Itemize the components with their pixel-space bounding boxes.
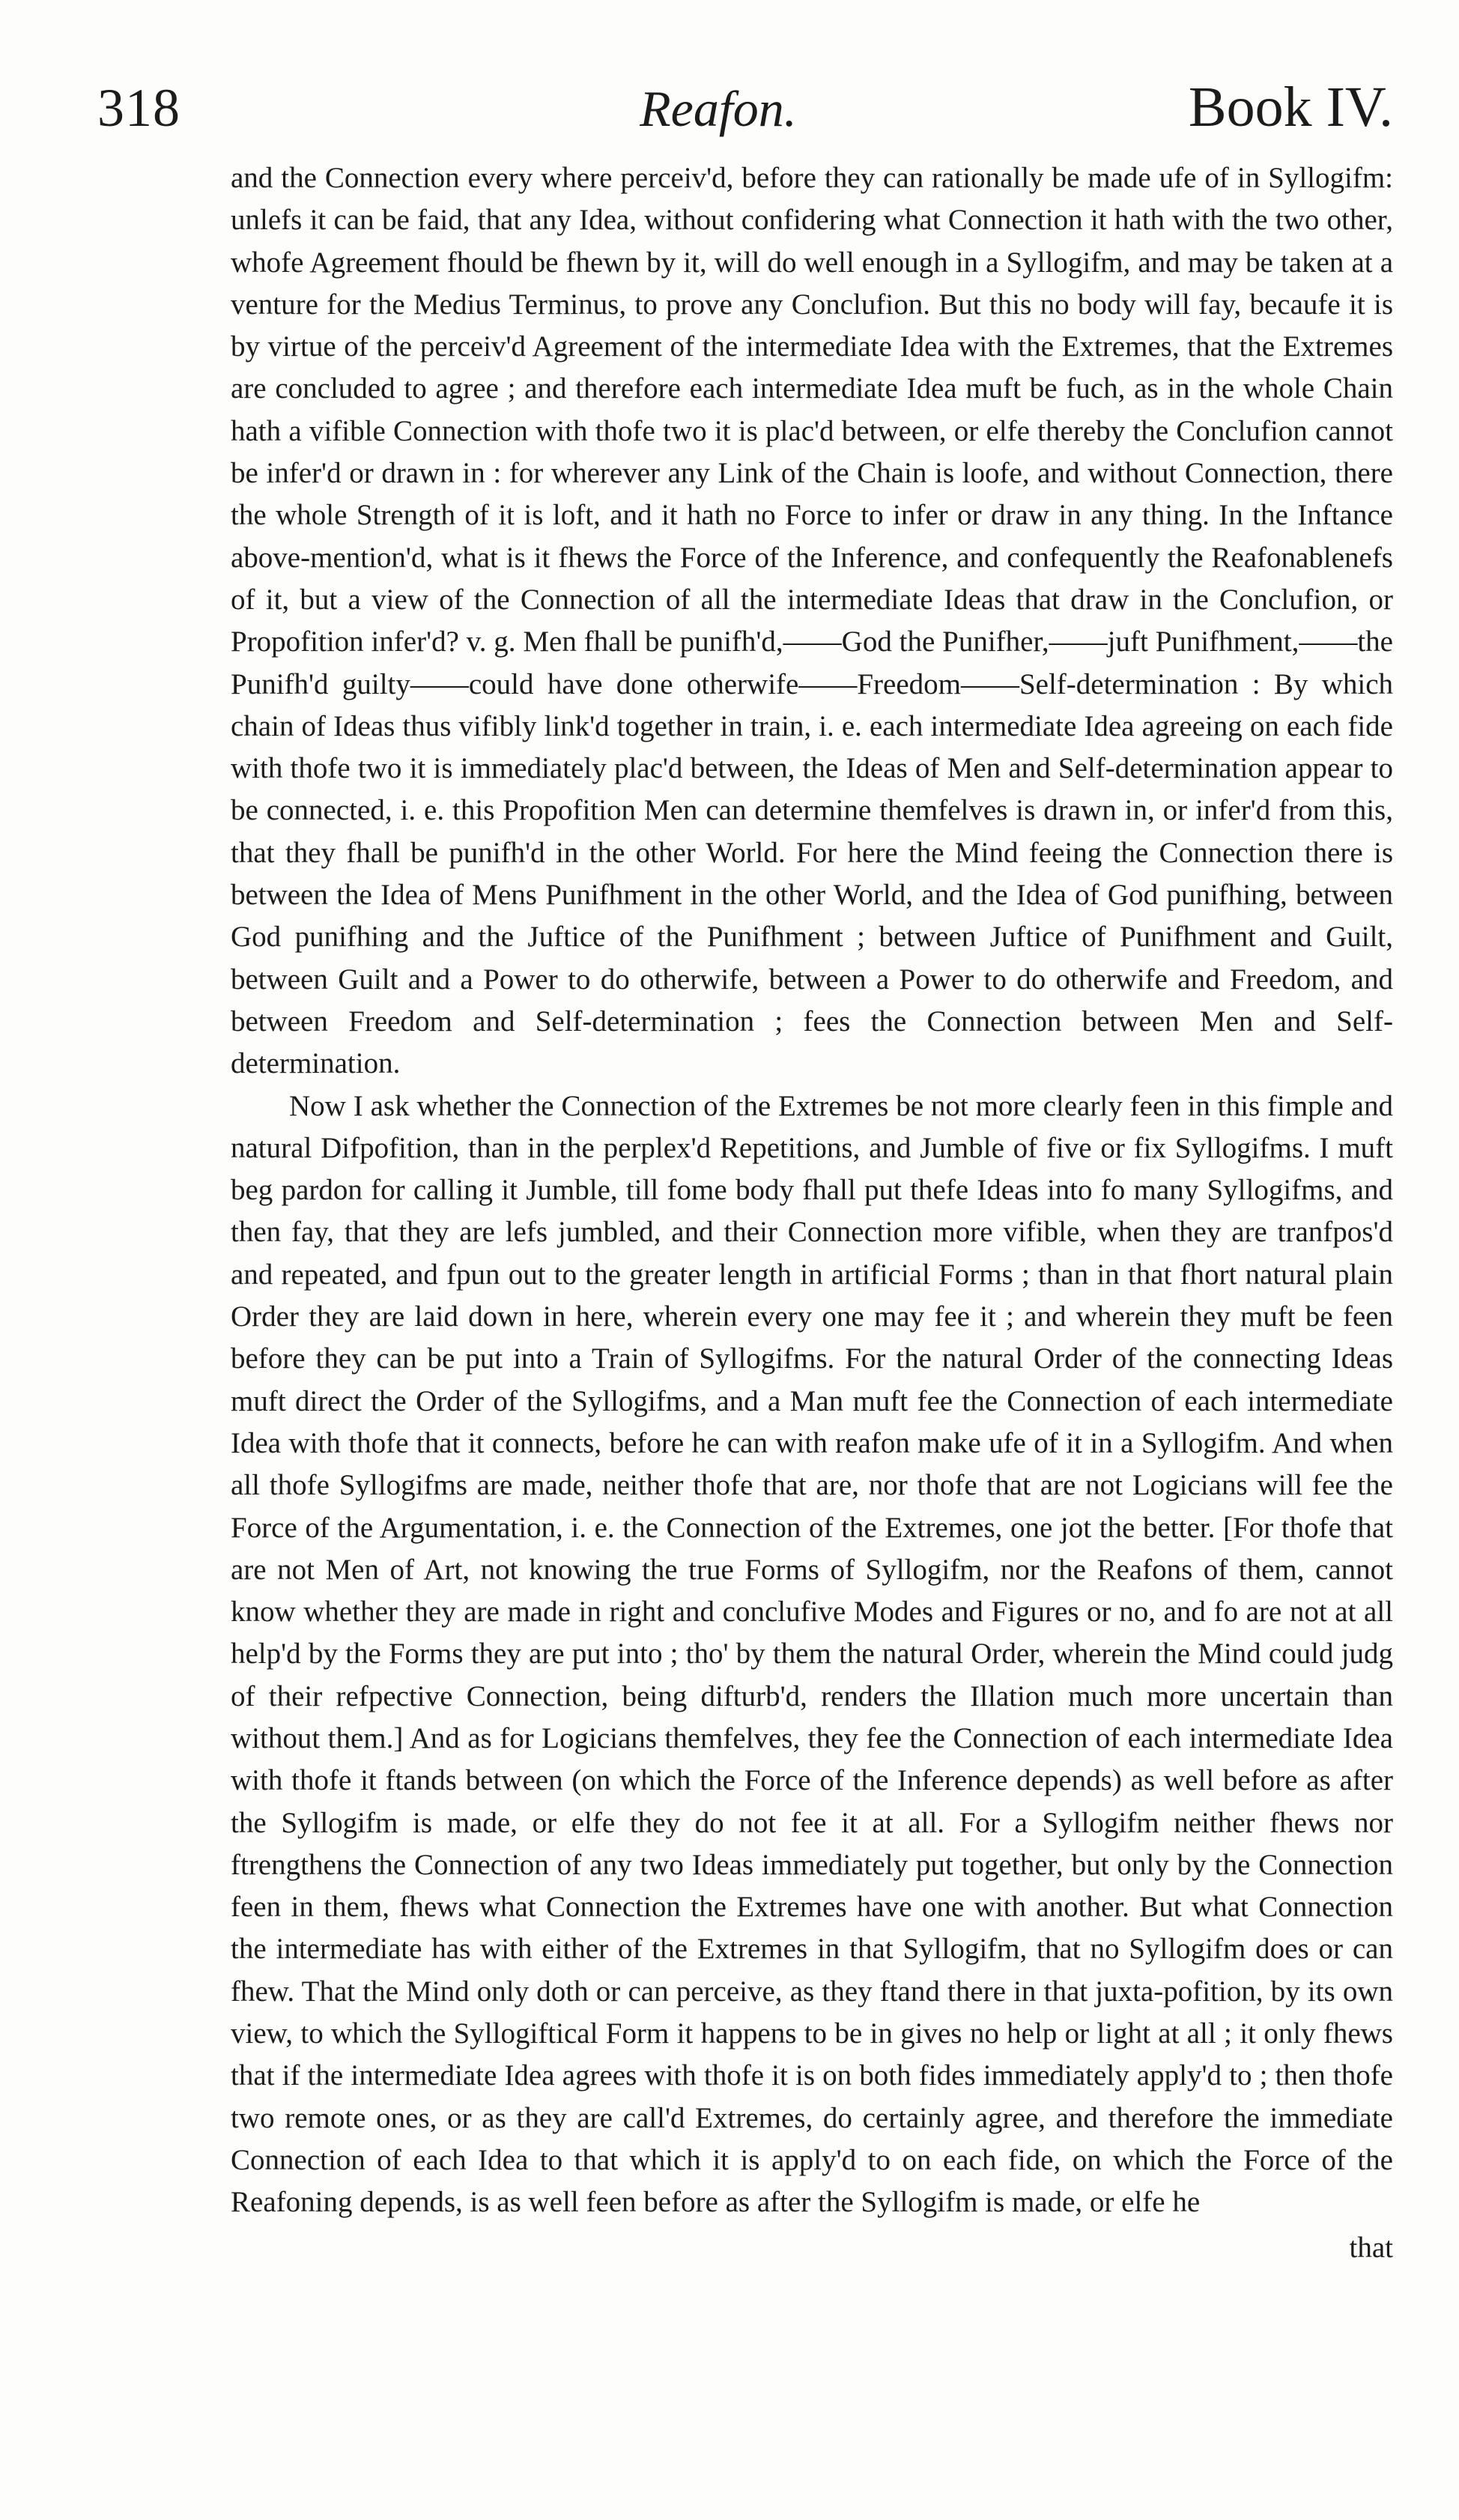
text-body xyxy=(231,157,1393,2269)
page-number: 318 xyxy=(97,78,181,138)
book-label: Book IV. xyxy=(1188,76,1393,139)
running-title: Reafon. xyxy=(640,80,797,137)
paragraph-2: Now I ask whether the Connection of the Extremes be not more clearly feen in this fimple and natural Difpofition, than in the perplex'd Repetitions, and Jumble of five or fix Syllogifms. I muft beg pardon for calling it Jumble, till fome body fhall put thefe Ideas into fo many Syllogifms, and then fay, that they are lefs jumbled, and their Connection more vifible, when they are tranfpos'd and repeated, and fpun out to the greater length in artificial Forms ; than in that fhort natural plain Order they are laid down in here, wherein every one may fee it ; and wherein they muft be feen before they can be put into a Train of Syllogifms. For the natural Order of the connecting Ideas muft direct the Order of the Syllogifms, and a Man muft fee the Connection of each intermediate Idea with thofe that it connects, before he can with reafon make ufe of it in a Syllogifm. And when all thofe Syllogifms are made, neither thofe that are, nor thofe that are not Logicians will fee the Force of the Argumentation, i. e. the Connection of the Extremes, one jot the better. [For thofe that are not Men of Art, not knowing the true Forms of Syllogifm, nor the Reafons of them, cannot know whether they are made in right and conclufive Modes and Figures or no, and fo are not at all help'd by the Forms they are put into ; tho' by them the natural Order, wherein the Mind could judg of their refpective Connection, being difturb'd, renders the Illation much more uncertain than without them.] And as for Logicians themfelves, they fee the Connection of each intermediate Idea with thofe it ftands between (on which the Force of the Inference depends) as well before as after the Syllogifm is made, or elfe they do not fee it at all. For a Syllogifm neither fhews nor ftrengthens the Connection of any two Ideas immediately put together, but only by the Connection feen in them, fhews what Connection the Extremes have one with another. But what Connection the intermediate has with either of the Extremes in that Syllogifm, that no Syllogifm does or can fhew. That the Mind only doth or can perceive, as they ftand there in that juxta-pofition, by its own view, to which the Syllogiftical Form it happens to be in gives no help or light at all ; it only fhews that if the intermediate Idea agrees with thofe it is on both fides immediately apply'd to ; then thofe two remote ones, or as they are call'd Extremes, do certainly agree, and therefore the immediate Connection of each Idea to that which it is apply'd to on each fide, on which the Force of the Reafoning depends, is as well feen before as after the Syllogifm is made, or elfe he xyxy=(231,1089,1393,2219)
paragraph-1: and the Connection every where perceiv'd, before they can rationally be made ufe of in Syllogifm: unlefs it can be faid, that any Idea, without confidering what Connection it hath with the two other, whofe Agreement fhould be fhewn by it, will do well enough in a Syllogifm, and may be taken at a venture for the Medius Terminus, to prove any Conclufion. But this no body will fay, becaufe it is by virtue of the perceiv'd Agreement of the intermediate Idea with the Extremes, that the Extremes are concluded to agree ; and therefore each intermediate Idea muft be fuch, as in the whole Chain hath a vifible Connection with thofe two it is plac'd between, or elfe thereby the Conclufion cannot be infer'd or drawn in : for wherever any Link of the Chain is loofe, and without Connection, there the whole Strength of it is loft, and it hath no Force to infer or draw in any thing. In the Inftance above-mention'd, what is it fhews the Force of the Inference, and confequently the Reafonablenefs of it, but a view of the Connection of all the intermediate Ideas that draw in the Conclufion, or Propofition infer'd? v. g. Men fhall be punifh'd,——God the Punifher,——juft Punifhment,——the Punifh'd guilty——could have done otherwife——Freedom——Self-determination : By which chain of Ideas thus vifibly link'd together in train, i. e. each intermediate Idea agreeing on each fide with thofe two it is immediately plac'd between, the Ideas of Men and Self-determination appear to be connected, i. e. this Propofition Men can determine themfelves is drawn in, or infer'd from this, that they fhall be punifh'd in the other World. For here the Mind feeing the Connection there is between the Idea of Mens Punifhment in the other World, and the Idea of God punifhing, between God punifhing and the Juftice of the Punifhment ; between Juftice of Punifhment and Guilt, between Guilt and a Power to do otherwife, between a Power to do otherwife and Freedom, and between Freedom and Self-determination ; fees the Connection between Men and Self-determination. xyxy=(231,162,1393,1080)
catchword: that xyxy=(1349,2231,1393,2264)
running-header xyxy=(97,75,1393,157)
